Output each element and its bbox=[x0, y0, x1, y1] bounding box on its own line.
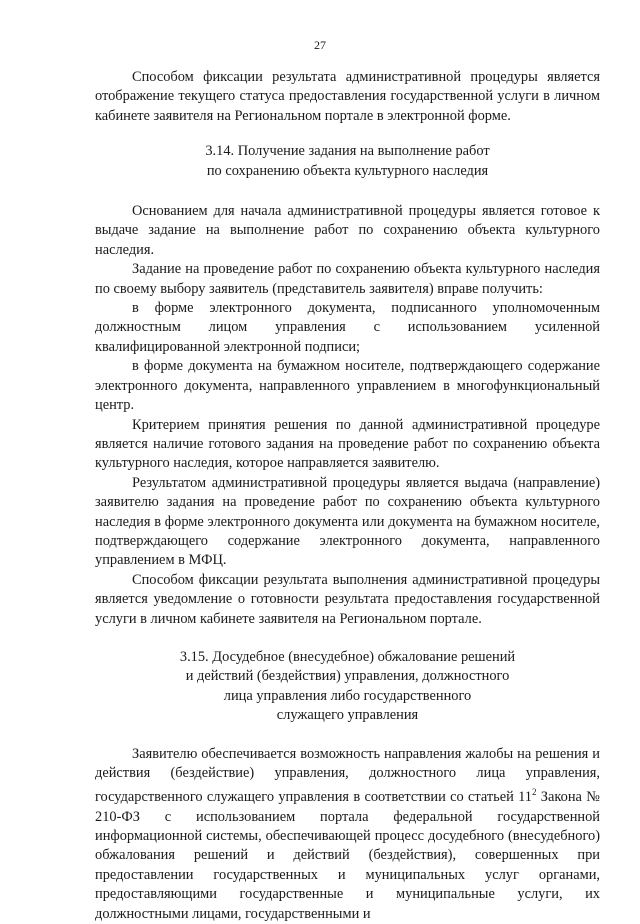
section-3-15-text-part2: Закона № 210-ФЗ с использованием портала федеральной государственной информационной системы, обеспечивающей процесс досудебного (внесудебного) обжалования решений и действий (бездействия), совершенных при предоставлении государственных и муниципальных услуг органами, предоставляющими государственные и муниципальные услуги, их должностными лицами, государственными и bbox=[95, 789, 600, 922]
section-3-14-paragraph: Результатом административной процедуры является выдача (направление) заявителю задания на проведение работ по сохранению объекта культурного наследия в форме электронного документа или документа на бумажном носителе, подтверждающего содержание электронного документа, направленного управлением в МФЦ. bbox=[95, 474, 600, 569]
section-3-14-paragraph: Основанием для начала административной процедуры является готовое к выдаче задание на выполнение работ по сохранению объекта культурного наследия. bbox=[95, 203, 600, 258]
section-3-14-paragraph: в форме документа на бумажном носителе, подтверждающего содержание электронного документа, направленного управлением в многофункциональный центр. bbox=[95, 358, 600, 414]
section-3-15-title-line4: служащего управления bbox=[276, 707, 419, 724]
section-3-14-heading bbox=[95, 142, 600, 181]
section-3-15-text-part1: Заявителю обеспечивается возможность направления жалобы на решения и действия (бездействие) управления, должностного лица управления, государственного служащего управления в соответствии со статьей 11 bbox=[95, 745, 600, 806]
section-3-14-body bbox=[95, 202, 600, 629]
section-3-14-title-line1: 3.14. Получение задания на выполнение работ bbox=[205, 143, 490, 160]
page-number: 27 bbox=[314, 38, 326, 52]
section-3-15-title-line1: 3.15. Досудебное (внесудебное) обжалование решений bbox=[179, 648, 516, 665]
section-3-15-paragraph bbox=[95, 745, 600, 924]
section-3-14-paragraph: Критерием принятия решения по данной административной процедуре является наличие готового задания на проведение работ по сохранению объекта культурного наследия, которое направляется заявителю. bbox=[95, 416, 600, 472]
page-content bbox=[95, 68, 600, 924]
section-3-14-paragraph: в форме электронного документа, подписанного уполномоченным должностным лицом управления с использованием усиленной квалифицированной электронной подписи; bbox=[95, 300, 600, 355]
intro-paragraph: Способом фиксации результата административной процедуры является отображение текущего статуса предоставления государственной услуги в личном кабинете заявителя на Региональном портале в электронной форме. bbox=[95, 69, 600, 124]
section-3-14-title-line2: по сохранению объекта культурного наследия bbox=[206, 162, 489, 179]
section-3-14-paragraph: Способом фиксации результата выполнения административной процедуры является уведомление о готовности результата предоставления государственной услуги в личном кабинете заявителя на Региональном портале. bbox=[95, 571, 600, 627]
section-3-15-title-line3: лица управления либо государственного bbox=[223, 687, 472, 704]
section-3-15-title-line2: и действий (бездействия) управления, должностного bbox=[185, 668, 510, 685]
section-3-15-superscript: 2 bbox=[531, 787, 537, 798]
section-3-15-heading bbox=[95, 648, 600, 726]
section-3-14-paragraph: Задание на проведение работ по сохранению объекта культурного наследия по своему выбору заявитель (представитель заявителя) вправе получить: bbox=[95, 261, 600, 297]
